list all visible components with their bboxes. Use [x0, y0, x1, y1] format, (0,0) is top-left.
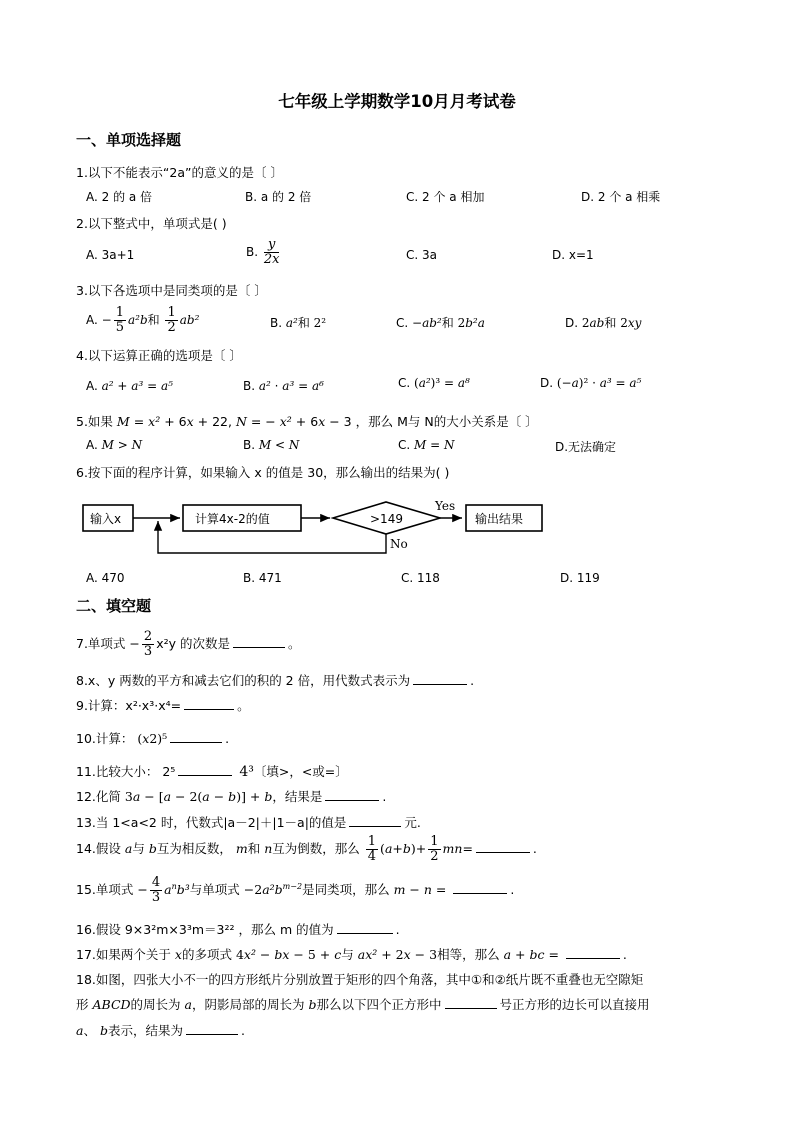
- question-6-option-b: B. 471: [243, 571, 282, 585]
- question-1-option-d: D. 2 个 a 相乘: [581, 190, 661, 204]
- question-8-text: 8.x、y 两数的平方和减去它们的积的 2 倍，用代数式表示为: [76, 673, 411, 688]
- question-6-option-c: C. 118: [401, 571, 440, 585]
- question-14-end: .: [532, 841, 537, 856]
- answer-blank: [170, 741, 222, 743]
- question-9-end: 。: [237, 698, 250, 713]
- question-10-end: .: [225, 731, 230, 746]
- question-2-option-a: A. 3a+1: [86, 248, 135, 262]
- question-10: 10.计算： (x2)⁵ .: [76, 731, 230, 746]
- question-13: [76, 813, 421, 831]
- question-8: [76, 671, 474, 689]
- question-17-mid2: 与: [341, 947, 354, 962]
- question-11-text: 11.比较大小： 2⁵: [76, 764, 176, 779]
- section-heading-single-choice: 一、单项选择题: [76, 131, 182, 149]
- answer-blank: [337, 932, 393, 934]
- question-7: 7.单项式 − $\frac{2}{3}$ x²y 的次数是 。: [76, 629, 301, 659]
- question-8-end: .: [470, 673, 475, 688]
- q18-part: 那么以下四个正方形中: [316, 997, 442, 1012]
- answer-blank: [186, 1033, 238, 1035]
- question-2-option-c: C. 3a: [406, 248, 437, 262]
- question-14: 14.假设 a与 b互为相反数， m和 n互为倒数，那么 $\frac{1}{4}$ (a+b)+ $\frac{1}{2}$ mn= .: [76, 834, 537, 864]
- question-17-end: .: [622, 947, 627, 962]
- question-1-option-b: B. a 的 2 倍: [245, 190, 312, 204]
- answer-blank: [476, 851, 530, 853]
- question-5-option-b: B. M < N: [243, 438, 300, 452]
- question-3-option-c: C. −ab²和 2b²a: [396, 316, 485, 330]
- question-16-end: .: [395, 922, 400, 937]
- answer-blank: [325, 799, 379, 801]
- question-2-option-b: [246, 238, 281, 267]
- question-12-text: 12.化简: [76, 789, 121, 804]
- flowchart-yes-label: Yes: [435, 499, 456, 513]
- answer-blank: [233, 646, 285, 648]
- question-4-option-a: A. a² + a³ = a⁵: [86, 379, 173, 393]
- question-13-end: 元.: [404, 815, 421, 830]
- page-title: 七年级上学期数学10月月考试卷: [278, 92, 516, 111]
- question-11: 11.比较大小： 2⁵ 4³〔填>，<或=〕: [76, 764, 348, 780]
- question-14-mid4: 互为倒数，那么: [272, 841, 360, 856]
- answer-blank: [184, 708, 234, 710]
- question-3-option-d: D. 2ab和 2xy: [565, 316, 642, 330]
- question-17: 17.如果两个关于 x的多项式 4x² − bx − 5 + c与 ax² + 2x − 3相等，那么 a + bc = .: [76, 947, 627, 962]
- question-18-line-1: 18.如图，四张大小不一的四方形纸片分别放置于矩形的四个角落，其中①和②纸片既不重叠也无空隙矩: [76, 972, 644, 987]
- question-7-prefix: 7.单项式: [76, 636, 126, 651]
- question-7-end: 。: [287, 636, 301, 651]
- question-17-text: 17.如果两个关于: [76, 947, 171, 962]
- question-13-text: 13.当 1<a<2 时，代数式|a－2|＋|1－a|的值是: [76, 815, 347, 830]
- question-17-mid1: 的多项式: [181, 947, 232, 962]
- question-5-option-a: A. M > N: [86, 438, 143, 452]
- question-4-option-b: B. a² · a³ = a⁶: [243, 379, 324, 393]
- question-1-stem: 1.以下不能表示“2a”的意义的是〔 〕: [76, 165, 283, 180]
- question-2-option-d: D. x=1: [552, 248, 594, 262]
- question-3-option-a: A. − $\frac{1}{5}$ a²b和 $\frac{1}{2}$ ab²: [86, 305, 200, 335]
- answer-blank: [413, 683, 467, 685]
- question-11-end: 〔填>，<或=〕: [253, 764, 348, 779]
- question-6-stem: 6.按下面的程序计算，如果输入 x 的值是 30，那么输出的结果为( ): [76, 465, 450, 480]
- question-6-option-a: A. 470: [86, 571, 125, 585]
- question-9-text: 9.计算：x²·x³·x⁴=: [76, 698, 182, 713]
- question-7-suffix: x²y 的次数是: [156, 636, 230, 651]
- question-16: [76, 920, 400, 938]
- q18-part: ，阴影局部的周长为: [191, 997, 305, 1012]
- section-heading-fill-blank: 二、填空题: [76, 597, 152, 615]
- flowchart-compute-label: 计算4x-2的值: [195, 512, 270, 526]
- question-5-stem: 5.如果 M = x² + 6x + 22, N = − x² + 6x − 3 ，那么 M与 N的大小关系是〔 〕: [76, 414, 538, 429]
- question-2-option-b-label: B.: [246, 245, 259, 259]
- question-2-stem: 2.以下整式中，单项式是( ): [76, 216, 227, 231]
- question-12-end: .: [382, 789, 387, 804]
- flowchart-input-label: 输入x: [90, 512, 122, 526]
- question-5-stem-suffix: ，那么 M与 N的大小关系是〔 〕: [355, 414, 538, 429]
- question-9: [76, 696, 250, 714]
- question-16-text: 16.假设 9×3²m×3³m＝3²² ，那么 m 的值为: [76, 922, 334, 937]
- q18-part: 表示，结果为: [107, 1023, 183, 1038]
- question-18-line-3: a、 b表示，结果为 .: [76, 1023, 245, 1038]
- answer-blank: [349, 825, 401, 827]
- question-15: 15.单项式 − $\frac{4}{3}$ $a^nb^3$与单项式 $-2a^2b^{m-2}$是同类项，那么 m − n = .: [76, 875, 515, 905]
- question-5-option-d: D.无法确定: [555, 440, 617, 454]
- question-3-stem: 3.以下各选项中是同类项的是〔 〕: [76, 283, 267, 298]
- question-4-stem: 4.以下运算正确的选项是〔 〕: [76, 348, 242, 363]
- question-4-option-c: C. (a²)³ = a⁸: [398, 376, 470, 390]
- answer-blank: [566, 957, 620, 959]
- question-12-mid: ，结果是: [272, 789, 323, 804]
- q18-part: 、: [83, 1023, 96, 1038]
- question-1-option-a: A. 2 的 a 倍: [86, 190, 153, 204]
- answer-blank: [453, 892, 507, 894]
- q18-part: 的周长为: [130, 997, 181, 1012]
- question-15-mid1: 与单项式: [189, 882, 240, 897]
- question-10-text: 10.计算：: [76, 731, 134, 746]
- question-18-line-2: 形 ABCD的周长为 a，阴影局部的周长为 b那么以下四个正方形中 号正方形的边长可以直接用: [76, 997, 650, 1012]
- question-4-option-d: D. (−a)² · a³ = a⁵: [540, 376, 642, 390]
- question-1-option-c: C. 2 个 a 相加: [406, 190, 485, 204]
- question-17-mid3: 相等，那么: [437, 947, 500, 962]
- q18-part: .: [240, 1023, 245, 1038]
- question-5-option-c: C. M = N: [398, 438, 455, 452]
- question-14-mid3: 和: [247, 841, 261, 856]
- answer-blank: [178, 774, 232, 776]
- answer-blank: [445, 1007, 497, 1009]
- q18-part: 形: [76, 997, 89, 1012]
- question-15-text: 15.单项式: [76, 882, 134, 897]
- flowchart-no-label: No: [390, 537, 408, 551]
- program-flowchart: [80, 495, 550, 561]
- q18-part: 号正方形的边长可以直接用: [499, 997, 650, 1012]
- flowchart-output-label: 输出结果: [475, 512, 524, 526]
- question-5-stem-prefix: 5.如果: [76, 414, 113, 429]
- question-3-option-b: B. a²和 2²: [270, 316, 327, 330]
- fraction-denominator: 2x: [263, 252, 280, 267]
- question-14-mid1: 与: [132, 841, 145, 856]
- question-15-end: .: [510, 882, 515, 897]
- question-6-option-d: D. 119: [560, 571, 600, 585]
- question-14-text: 14.假设: [76, 841, 121, 856]
- fraction-numerator: y: [264, 238, 280, 253]
- flowchart-condition-label: >149: [370, 512, 403, 526]
- question-15-mid2: 是同类项，那么: [302, 882, 390, 897]
- question-14-mid2: 互为相反数，: [156, 841, 232, 856]
- question-12: 12.化简 3a − [a − 2(a − b)] + b，结果是 .: [76, 789, 387, 804]
